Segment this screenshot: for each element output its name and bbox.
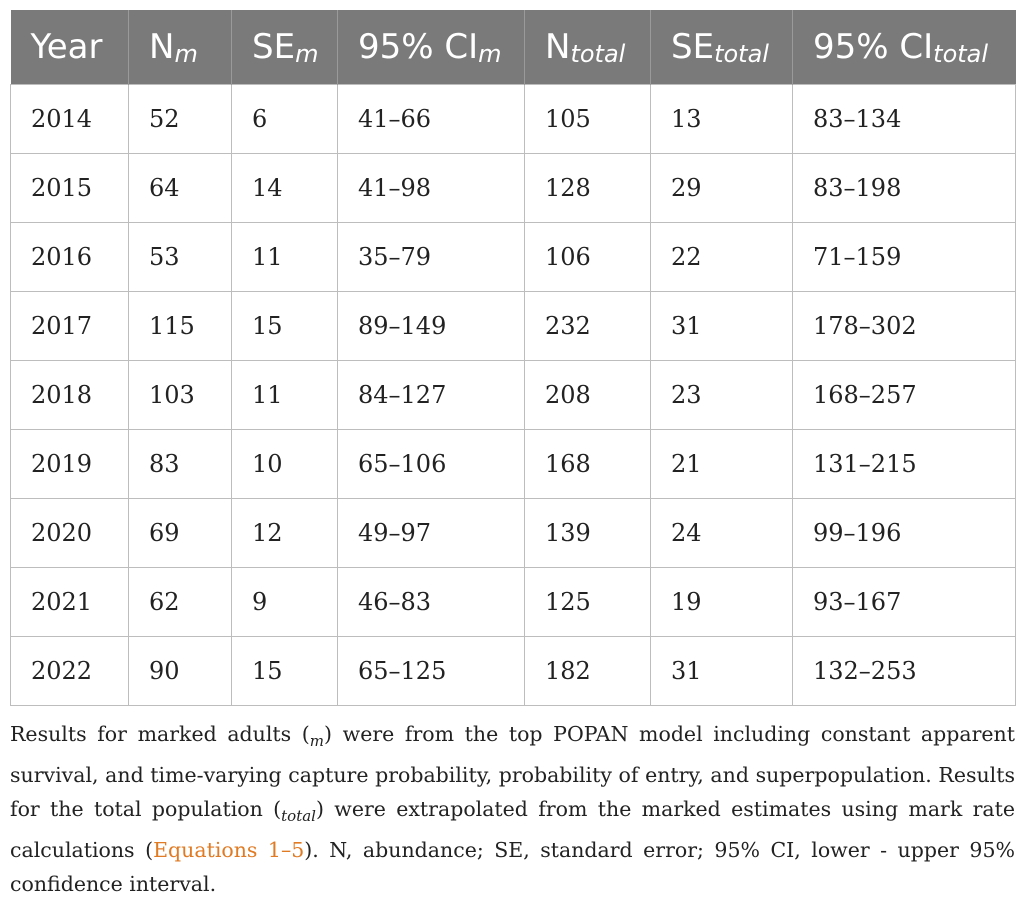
table-cell-ci-marked: 46–83	[338, 568, 525, 637]
footnote-text-1: Results for marked adults (	[10, 722, 310, 746]
table-cell-se-total: 22	[651, 223, 793, 292]
table-body	[11, 85, 1016, 706]
column-header-subscript: total	[714, 39, 769, 68]
column-header-label: Year	[30, 27, 103, 67]
table-cell-n-marked: 64	[129, 154, 232, 223]
table-cell-n-total: 128	[525, 154, 651, 223]
column-header-se-total	[651, 10, 793, 85]
table-cell-n-marked: 53	[129, 223, 232, 292]
column-header-label: N	[149, 26, 175, 67]
table-cell-ci-total: 99–196	[793, 499, 1016, 568]
table-cell-n-total: 139	[525, 499, 651, 568]
table-cell-se-marked: 10	[232, 430, 338, 499]
table-row	[11, 430, 1016, 499]
table-row	[11, 499, 1016, 568]
table-cell-ci-marked: 89–149	[338, 292, 525, 361]
column-header-n-total	[525, 10, 651, 85]
table-cell-year: 2019	[11, 430, 129, 499]
table-cell-n-total: 168	[525, 430, 651, 499]
table-cell-se-total: 31	[651, 292, 793, 361]
table-cell-n-marked: 115	[129, 292, 232, 361]
column-header-subscript: total	[570, 39, 626, 68]
footnote-text-4: ). N, abundance; SE, standard error; 95% CI, lower - upper 95% confidence interval.	[10, 838, 1015, 897]
equations-link[interactable]: Equations 1–5	[153, 838, 305, 863]
column-header-label: SE	[252, 26, 296, 67]
population-estimates-table	[10, 10, 1016, 706]
column-header-ci-total	[793, 10, 1016, 85]
table-cell-se-total: 29	[651, 154, 793, 223]
table-cell-ci-total: 131–215	[793, 430, 1016, 499]
table-footnote	[10, 717, 1015, 901]
table-cell-ci-marked: 41–66	[338, 85, 525, 154]
column-header-ci-marked	[338, 10, 525, 85]
table-cell-n-marked: 103	[129, 361, 232, 430]
table-cell-n-marked: 52	[129, 85, 232, 154]
column-header-label: SE	[671, 26, 715, 67]
table-cell-se-total: 13	[651, 85, 793, 154]
column-header-label: 95% CI	[813, 26, 934, 67]
table-cell-se-marked: 15	[232, 637, 338, 706]
table-cell-n-marked: 62	[129, 568, 232, 637]
footnote-text-2: ) were from the top POPAN model including constant apparent survival, and time-varying capture probability, probability of entry, and superpopulation. Results for the total population (	[10, 722, 1015, 822]
table-cell-se-marked: 15	[232, 292, 338, 361]
table-cell-year: 2014	[11, 85, 129, 154]
table-cell-ci-total: 93–167	[793, 568, 1016, 637]
table-cell-n-marked: 90	[129, 637, 232, 706]
table-cell-n-total: 105	[525, 85, 651, 154]
table-cell-year: 2021	[11, 568, 129, 637]
table-cell-ci-marked: 35–79	[338, 223, 525, 292]
table-cell-se-total: 19	[651, 568, 793, 637]
table-cell-ci-marked: 65–125	[338, 637, 525, 706]
table-cell-ci-total: 83–134	[793, 85, 1016, 154]
table-cell-se-marked: 14	[232, 154, 338, 223]
table-row	[11, 223, 1016, 292]
table-row	[11, 154, 1016, 223]
table-cell-se-total: 21	[651, 430, 793, 499]
table-cell-se-total: 23	[651, 361, 793, 430]
column-header-se-marked	[232, 10, 338, 85]
table-cell-ci-marked: 65–106	[338, 430, 525, 499]
column-header-subscript: m	[478, 39, 502, 68]
table-row	[11, 85, 1016, 154]
column-header-n-marked	[129, 10, 232, 85]
table-cell-ci-total: 168–257	[793, 361, 1016, 430]
table-cell-se-total: 24	[651, 499, 793, 568]
table-cell-n-total: 182	[525, 637, 651, 706]
footnote-sub-total: total	[281, 807, 316, 826]
table-cell-ci-total: 83–198	[793, 154, 1016, 223]
table-row	[11, 568, 1016, 637]
table-row	[11, 292, 1016, 361]
table-cell-ci-total: 178–302	[793, 292, 1016, 361]
table-cell-se-marked: 11	[232, 361, 338, 430]
table-cell-n-total: 232	[525, 292, 651, 361]
results-table-container	[10, 10, 1015, 706]
table-cell-ci-marked: 41–98	[338, 154, 525, 223]
table-row	[11, 361, 1016, 430]
table-row	[11, 637, 1016, 706]
table-cell-se-total: 31	[651, 637, 793, 706]
table-cell-ci-marked: 49–97	[338, 499, 525, 568]
column-header-label: 95% CI	[358, 26, 479, 67]
table-cell-se-marked: 6	[232, 85, 338, 154]
column-header-subscript: m	[295, 39, 319, 68]
table-cell-n-marked: 83	[129, 430, 232, 499]
column-header-year	[11, 10, 129, 85]
table-header-row	[11, 10, 1016, 85]
table-cell-se-marked: 12	[232, 499, 338, 568]
table-cell-year: 2022	[11, 637, 129, 706]
column-header-label: N	[545, 26, 571, 67]
table-cell-year: 2018	[11, 361, 129, 430]
column-header-subscript: total	[933, 39, 989, 68]
table-cell-year: 2015	[11, 154, 129, 223]
table-cell-se-marked: 11	[232, 223, 338, 292]
table-cell-year: 2017	[11, 292, 129, 361]
table-cell-n-total: 125	[525, 568, 651, 637]
table-cell-year: 2020	[11, 499, 129, 568]
table-cell-ci-marked: 84–127	[338, 361, 525, 430]
table-cell-n-total: 106	[525, 223, 651, 292]
table-cell-ci-total: 71–159	[793, 223, 1016, 292]
table-cell-year: 2016	[11, 223, 129, 292]
footnote-sub-marked: m	[309, 732, 325, 751]
table-cell-n-marked: 69	[129, 499, 232, 568]
table-cell-ci-total: 132–253	[793, 637, 1016, 706]
footnote-text-3: ) were extrapolated from the marked estimates using mark rate calculations (	[10, 797, 1016, 863]
table-cell-n-total: 208	[525, 361, 651, 430]
column-header-subscript: m	[174, 39, 198, 68]
table-cell-se-marked: 9	[232, 568, 338, 637]
